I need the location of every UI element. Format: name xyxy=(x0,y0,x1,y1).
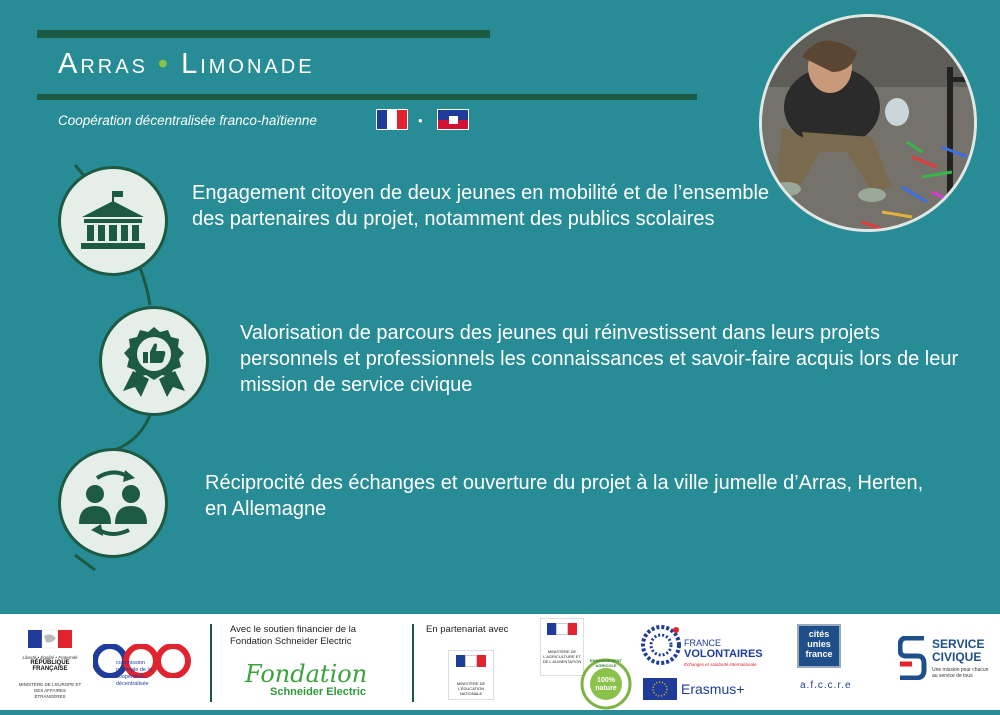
cites-unies-france-logo xyxy=(797,624,841,668)
soutien-text: Avec le soutien financier de la Fondation Schneider Electric xyxy=(230,624,357,647)
fondation-script: Fondation xyxy=(245,660,368,688)
title-left: Arras xyxy=(58,48,148,80)
partners-footer xyxy=(0,614,1000,710)
people-exchange-icon xyxy=(58,448,168,558)
sc-line1: SERVICE xyxy=(932,637,985,651)
thumbs-up-badge-icon xyxy=(99,306,209,416)
france-flag-icon xyxy=(376,109,408,130)
min-education-name: MINISTÈRE DE L'ÉDUCATION NATIONALE xyxy=(456,681,486,696)
eu-flag-icon xyxy=(643,678,677,700)
afccre-text: a.f.c.c.r.e xyxy=(800,680,852,691)
sc-line2: CIVIQUE xyxy=(932,650,982,664)
haiti-flag-icon xyxy=(437,109,469,130)
min-agriculture-name: MINISTÈRE DE L'AGRICULTURE ET DE L'ALIMENTATION xyxy=(542,649,582,664)
fondation-name: Schneider Electric xyxy=(270,686,366,698)
footer-divider-2 xyxy=(412,624,414,702)
france-volontaires-logo-icon xyxy=(640,624,682,666)
fv-name1: FRANCE xyxy=(684,638,722,648)
title-right: Limonade xyxy=(181,48,315,80)
fv-name2: VOLONTAIRES xyxy=(684,648,763,660)
item-valorisation-text: Valorisation de parcours des jeunes qui réinvestissent dans leurs projets personnels et professionnels les connaissances et savoir-faire acquis lors de leur mission de service civique xyxy=(240,322,959,396)
cites-unies-text: cités unies france xyxy=(805,629,833,659)
rf-ministry: MINISTÈRE DE L'EUROPE ET DES AFFAIRES ÉTRANGÈRES xyxy=(18,682,82,699)
item-reciprocite-text: Réciprocité des échanges et ouverture du projet à la ville jumelle d’Arras, Herten, en Allemagne xyxy=(205,472,924,520)
government-building-icon xyxy=(58,166,168,276)
fv-tagline: Échanges et solidarité internationale xyxy=(684,662,757,667)
erasmus-text: Erasmus+ xyxy=(681,681,745,697)
subtitle: Coopération décentralisée franco-haïtienne xyxy=(58,113,317,128)
rf-name: RÉPUBLIQUE FRANÇAISE xyxy=(30,660,70,672)
sc-tagline: Une mission pour chacun au service de tous xyxy=(932,667,989,679)
footer-divider-1 xyxy=(210,624,212,702)
cncd-text: commission nationale de la coopération décentralisée xyxy=(116,660,152,687)
ministere-education-logo xyxy=(448,650,494,700)
volunteer-photo xyxy=(759,14,977,232)
partenariat-text: En partenariat avec xyxy=(426,624,509,635)
ens-agricole-text: ENSEIGNEMENT AGRICOLE xyxy=(589,658,622,668)
nature-badge-text: 100% nature xyxy=(595,677,617,692)
service-civique-name xyxy=(932,638,984,664)
service-civique-logo-icon xyxy=(898,636,928,680)
rf-motto: Liberté • Égalité • Fraternité xyxy=(22,655,78,660)
item-engagement-text: Engagement citoyen de deux jeunes en mobilité et de l’ensemble des partenaires du projet, notamment des publics scolaires xyxy=(192,182,770,230)
title-separator: • xyxy=(157,48,172,80)
flag-separator: • xyxy=(418,113,423,128)
enseignement-agricole-badge xyxy=(577,658,635,710)
republique-francaise-logo xyxy=(18,628,82,700)
